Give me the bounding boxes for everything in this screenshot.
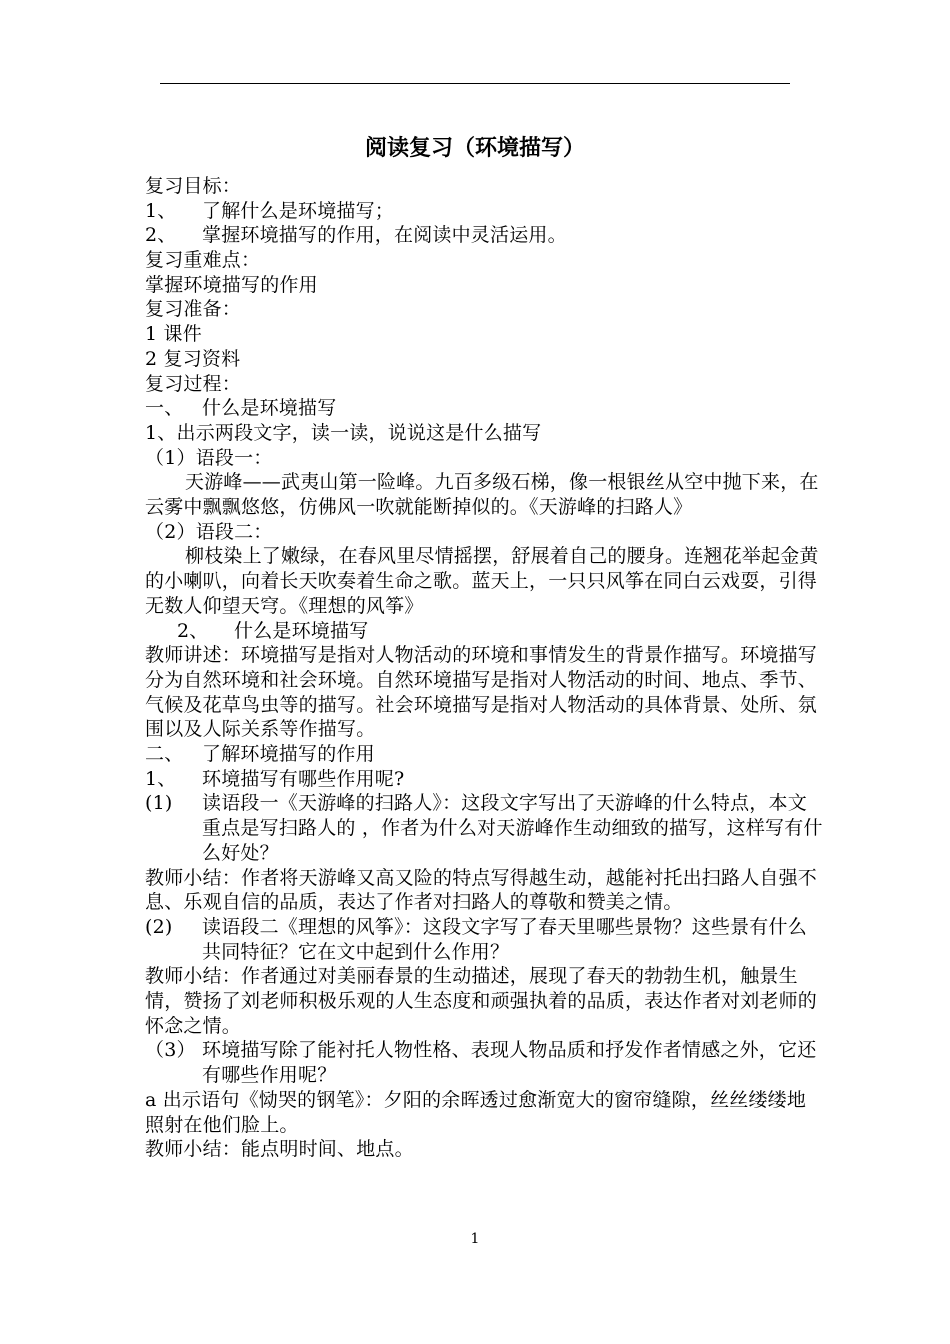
prep-item: 2 复习资料 [145, 347, 241, 370]
segment-text: 天游峰——武夷山第一险峰。九百多级石梯，像一根银丝从空中抛下来，在云雾中飘飘悠悠，仿佛风一吹就能断掉似的。《天游峰的扫路人》 [145, 471, 819, 518]
process-heading: 复习过程： [145, 372, 242, 395]
section-title: 了解环境描写的作用 [202, 743, 375, 765]
question-text: 读语段二《理想的风筝》：这段文字写了春天里哪些景物？这些景有什么共同特征？它在文中起到什么作用？ [202, 915, 807, 963]
section-number: 一、 [145, 397, 184, 420]
question-text: 读语段一《天游峰的扫路人》：这段文字写出了天游峰的什么特点，本文重点是写扫路人的 ，作者为什么对天游峰作生动细致的描写，这样写有什么好处？ [202, 792, 823, 864]
difficulty-heading: 复习重难点： [145, 249, 261, 272]
question-number: （3） [145, 1039, 196, 1062]
header-rule [160, 83, 790, 84]
teacher-summary: 教师小结：作者将天游峰又高又险的特点写得越生动，越能衬托出扫路人自强不息、乐观自信的品质，表达了作者对扫路人的尊敬和赞美之情。 [145, 866, 818, 914]
goal-text: 掌握环境描写的作用，在阅读中灵活运用。 [202, 224, 567, 247]
section-number: 二、 [145, 743, 184, 765]
question-item [145, 1038, 825, 1087]
teacher-summary: 教师小结：能点明时间、地点。 [145, 1138, 414, 1161]
question-item [145, 791, 825, 865]
question-text: 什么是环境描写 [234, 619, 369, 642]
goal-number: 2、 [145, 224, 177, 247]
section-title: 什么是环境描写 [202, 397, 337, 420]
goal-item [145, 223, 825, 248]
question-number: (1) [145, 792, 173, 815]
question-number: 1、 [145, 767, 177, 790]
section-heading [145, 742, 825, 767]
document-body [145, 174, 825, 1162]
question-text: 环境描写有哪些作用呢? [202, 767, 405, 790]
question-text: 环境描写除了能衬托人物性格、表现人物品质和抒发作者情感之外，它还有哪些作用呢？ [202, 1039, 817, 1087]
question-number: 2、 [177, 619, 209, 642]
page-title: 阅读复习（环境描写） [364, 136, 585, 161]
question-item [145, 619, 825, 644]
prep-heading: 复习准备： [145, 298, 242, 321]
teacher-summary: 教师小结：作者通过对美丽春景的生动描述，展现了春天的勃勃生机，触景生情，赞扬了刘老师积极乐观的人生态度和顽强执着的品质，表达作者对刘老师的怀念之情。 [145, 965, 818, 1037]
segment-text: 柳枝染上了嫩绿，在春风里尽情摇摆，舒展着自己的腰身。连翘花举起金黄的小喇叭，向着长天吹奏着生命之歌。蓝天上，一只只风筝在同白云戏耍，引得无数人仰望天穹。《理想的风筝》 [145, 545, 819, 617]
goal-item [145, 199, 825, 224]
task-text: 1、出示两段文字，读一读，说说这是什么描写 [145, 421, 542, 444]
question-item [145, 915, 825, 964]
section-heading [145, 396, 825, 421]
teacher-explanation: 教师讲述：环境描写是指对人物活动的环境和事情发生的背景作描写。环境描写分为自然环境和社会环境。自然环境描写是指对人物活动的时间、地点、季节、气候及花草鸟虫等的描写。社会环境描写是指对人物活动的具体背景、处所、氛围以及人际关系等作描写。 [145, 644, 818, 741]
page-number: 1 [470, 1231, 480, 1247]
goal-text: 了解什么是环境描写； [202, 199, 395, 222]
question-item [145, 767, 825, 792]
prep-item: 1 课件 [145, 323, 202, 346]
question-number: (2) [145, 915, 173, 938]
difficulty-text: 掌握环境描写的作用 [145, 273, 318, 296]
goal-heading: 复习目标： [145, 175, 242, 197]
segment-label: （2）语段二： [145, 520, 273, 543]
example-sentence: a 出示语句《恸哭的钢笔》：夕阳的余晖透过愈渐宽大的窗帘缝隙，丝丝缕缕地照射在他们脸上。 [145, 1088, 807, 1136]
goal-number: 1、 [145, 199, 177, 222]
segment-label: （1）语段一： [145, 446, 273, 469]
